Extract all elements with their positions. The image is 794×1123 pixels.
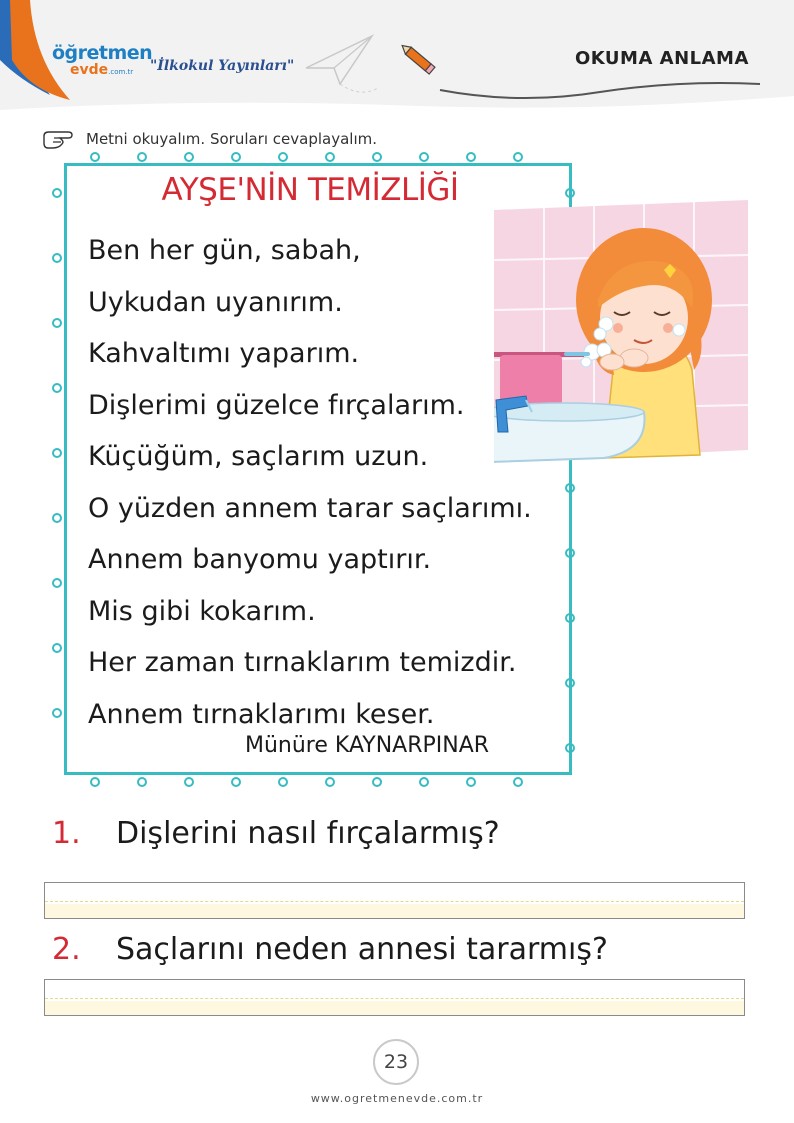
pointing-hand-icon: [42, 128, 78, 150]
pencil-icon: [400, 42, 442, 82]
section-title: OKUMA ANLAMA: [575, 48, 749, 69]
poem-line: Mis gibi kokarım.: [88, 595, 316, 627]
page-number: 23: [373, 1039, 419, 1085]
question-number: 2.: [52, 932, 81, 967]
question-text: Dişlerini nasıl fırçalarmış?: [116, 816, 500, 851]
logo-sub-text: evde: [70, 62, 109, 78]
brand-logo: [52, 44, 152, 76]
poem-line: Uykudan uyanırım.: [88, 286, 343, 318]
poem-author: Münüre KAYNARPINAR: [245, 733, 490, 758]
logo-main-text: öğretmen: [52, 42, 153, 64]
poem-line: Her zaman tırnaklarım temizdir.: [88, 647, 517, 678]
poem-line: Kahvaltımı yaparım.: [88, 338, 360, 369]
poem-title: AYŞE'NİN TEMİZLİĞİ: [161, 172, 459, 208]
question-text: Saçlarını neden annesi tararmış?: [116, 932, 608, 967]
poem-line: Annem banyomu yaptırır.: [88, 544, 432, 575]
poem-line: Küçüğüm, saçlarım uzun.: [88, 441, 429, 472]
publisher-name: "İlkokul Yayınları": [150, 58, 295, 74]
poem-line: O yüzden annem tarar saçlarımı.: [88, 492, 532, 524]
poem-line: Annem tırnaklarımı keser.: [88, 698, 435, 730]
instruction-text: Metni okuyalım. Soruları cevaplayalım.: [86, 130, 377, 148]
logo-domain-text: .com.tr: [108, 68, 134, 76]
girl-washing-face-illustration: [494, 200, 748, 464]
question-number: 1.: [52, 816, 81, 851]
poem-line: Ben her gün, sabah,: [88, 235, 361, 266]
poem-line: Dişlerimi güzelce fırçalarım.: [88, 389, 465, 421]
poem-lines: [88, 225, 532, 740]
answer-field-2[interactable]: [44, 979, 745, 1016]
paper-plane-icon: [300, 28, 380, 98]
website-url: www.ogretmenevde.com.tr: [310, 1092, 484, 1105]
answer-field-1[interactable]: [44, 882, 745, 919]
